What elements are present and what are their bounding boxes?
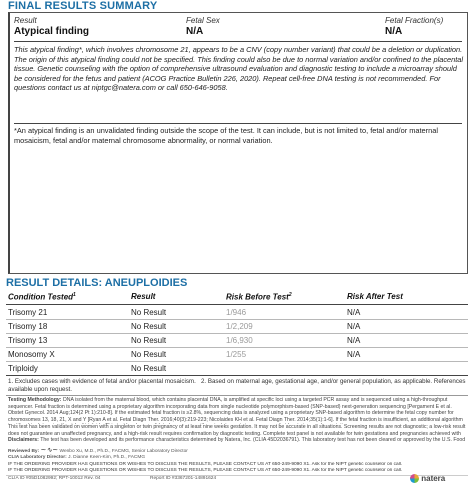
row-3-risk-before: 1/6,930 <box>226 336 253 345</box>
fetal-fraction-label: Fetal Fraction(s) <box>385 16 444 25</box>
lab-director: CLIA Laboratory Director: J. Dianne Keen-Kim, Ph.D., FACMG <box>8 455 146 460</box>
row-3-condition: Trisomy 13 <box>8 336 48 345</box>
contact-notice-1: IF THE ORDERING PROVIDER HAS QUESTIONS OR WISHES TO DISCUSS THE RESULTS, PLEASE CONTACT US AT 650-249-9090 X1. Ask for the NIPT genetic counselor on call. <box>8 462 403 467</box>
atypical-finding-paragraph: This atypical finding*, which involves chromosome 21, appears to be a CNV (copy number variant) that could be a deletion or duplication. The origin of this atypical finding could not be specified. This finding could also be due to normal variation and/or confined to the placental tissue. Genetic counseling with the option of comprehensive ultrasound evaluation and diagnostic testing to include a microarray should be considered for the fetus and patient (ACOG Practice Bulletin 226, 2020). Repeat cell-free DNA testing is not recommended. For questions contact us at niptgc@natera.com or call 650-646-9058. <box>14 45 464 93</box>
row-4-condition: Monosomy X <box>8 350 55 359</box>
fetal-sex-value: N/A <box>186 26 204 37</box>
fetal-sex-label: Fetal Sex <box>186 16 220 25</box>
row-5-condition: Triploidy <box>8 364 38 373</box>
natera-logo: natera <box>410 474 445 483</box>
details-title: RESULT DETAILS: ANEUPLOIDIES <box>6 277 188 289</box>
row-4-risk-before: 1/255 <box>226 350 247 359</box>
row-1-condition: Trisomy 21 <box>8 308 48 317</box>
row-3-risk-after: N/A <box>347 336 361 345</box>
row-1-result: No Result <box>131 308 167 317</box>
reviewed-by: Reviewed By: ~∿~ Wenbo Xu, M.D., Ph.D., FACMG, Senior Laboratory Director <box>8 446 188 454</box>
row-2-condition: Trisomy 18 <box>8 322 48 331</box>
header-risk-before: Risk Before Test$^2$ <box>226 292 292 302</box>
header-risk-after: Risk After Test <box>347 292 403 301</box>
signature-mark: ~∿~ <box>40 446 59 454</box>
footer-report-id: Report ID #3367201-14891624 <box>150 476 217 481</box>
atypical-definition-paragraph: *An atypical finding is an unvalidated finding outside the scope of the test. It can include, but is not limited to, fetal and/or maternal mosaicism, fetal and/or maternal chromosome abnormality, or normal variation. <box>14 126 438 145</box>
fetal-fraction-value: N/A <box>385 26 403 37</box>
result-label: Result <box>14 16 37 25</box>
row-3-divider <box>6 347 468 348</box>
footnote-1: 1. Excludes cases with evidence of fetal and/or placental mosaicism. 2. Based on maternal age, gestational age, and/or general population, as applicable. References available upon request. <box>8 378 466 393</box>
header-result: Result <box>131 292 156 301</box>
row-2-risk-before: 1/2,209 <box>226 322 253 331</box>
natera-logo-icon <box>410 474 419 483</box>
result-value: Atypical finding <box>14 26 89 37</box>
header-divider <box>6 304 468 305</box>
row-4-risk-after: N/A <box>347 350 361 359</box>
disclaimers: Disclaimers: The test has been developed and its performance characteristics determined by Natera, Inc. (CLIA 45D2036791). This laboratory test has not been cleared or approved by the U.S. Food <box>8 437 466 443</box>
test-limitations: This test has been validated on women with a singleton or twin pregnancy of at least nine weeks gestation. It may not be accurate in all situations. Screening results are not diagnostic; a low-risk result does not guarantee an unaffected pregnancy, and a high-risk result requires confirmation by diagnostic testing. Complete test panel is not available for twin gestations and pregnancies achieved with <box>8 424 466 437</box>
header-condition: Condition Tested$^1$ <box>8 292 76 302</box>
row-1-risk-after: N/A <box>347 308 361 317</box>
row-2-divider <box>6 333 468 334</box>
summary-divider-2 <box>14 123 462 124</box>
row-2-result: No Result <box>131 322 167 331</box>
summary-divider-1 <box>14 41 462 42</box>
contact-notice-2: IF THE ORDERING PROVIDER HAS QUESTIONS OR WISHES TO DISCUSS THE RESULTS, PLEASE CONTACT US AT 650-249-9090 X1. Ask for the NIPT genetic counselor on call. <box>8 468 403 473</box>
footnote-divider <box>6 395 468 396</box>
row-4-result: No Result <box>131 350 167 359</box>
row-1-divider <box>6 319 468 320</box>
row-4-divider <box>6 361 468 362</box>
summary-title: FINAL RESULTS SUMMARY <box>8 0 158 12</box>
row-2-risk-after: N/A <box>347 322 361 331</box>
row-3-result: No Result <box>131 336 167 345</box>
footer-clia: CLIA ID #05D1082992; RPT-10012 Rev. 04 <box>8 476 101 481</box>
row-5-result: No Result <box>131 364 167 373</box>
table-bottom-divider <box>6 375 468 376</box>
testing-methodology: Testing Methodology: DNA isolated from the maternal blood, which contains placental DNA, is amplified at specific loci using a targeted PCR assay and is sequenced using a high-throughput sequencer. Fetal fraction is determined using a proprietary algorithm incorporating data from single nucleotide polymorphism-based (SNP-based) next-generation sequencing [Pergament E et al. Obstet Gynecol. 2014 Aug;124(2 Pt 1):210-8]. If the estimated fetal fraction is ≥2.8%, sequencing data is analyzed using a proprietary SNP-based algorithm to determine the fetal copy number for chromosomes 13, 18, 21, X and Y [Ryan A et al. Fetal Diagn Ther. 2016;40(3):219-223; Nicolaides KH et al. Fetal Diagn Ther. 2014;35(1):1-6]. If the fetal fraction is insufficient, an additional algorithm <box>8 397 463 423</box>
row-1-risk-before: 1/946 <box>226 308 247 317</box>
